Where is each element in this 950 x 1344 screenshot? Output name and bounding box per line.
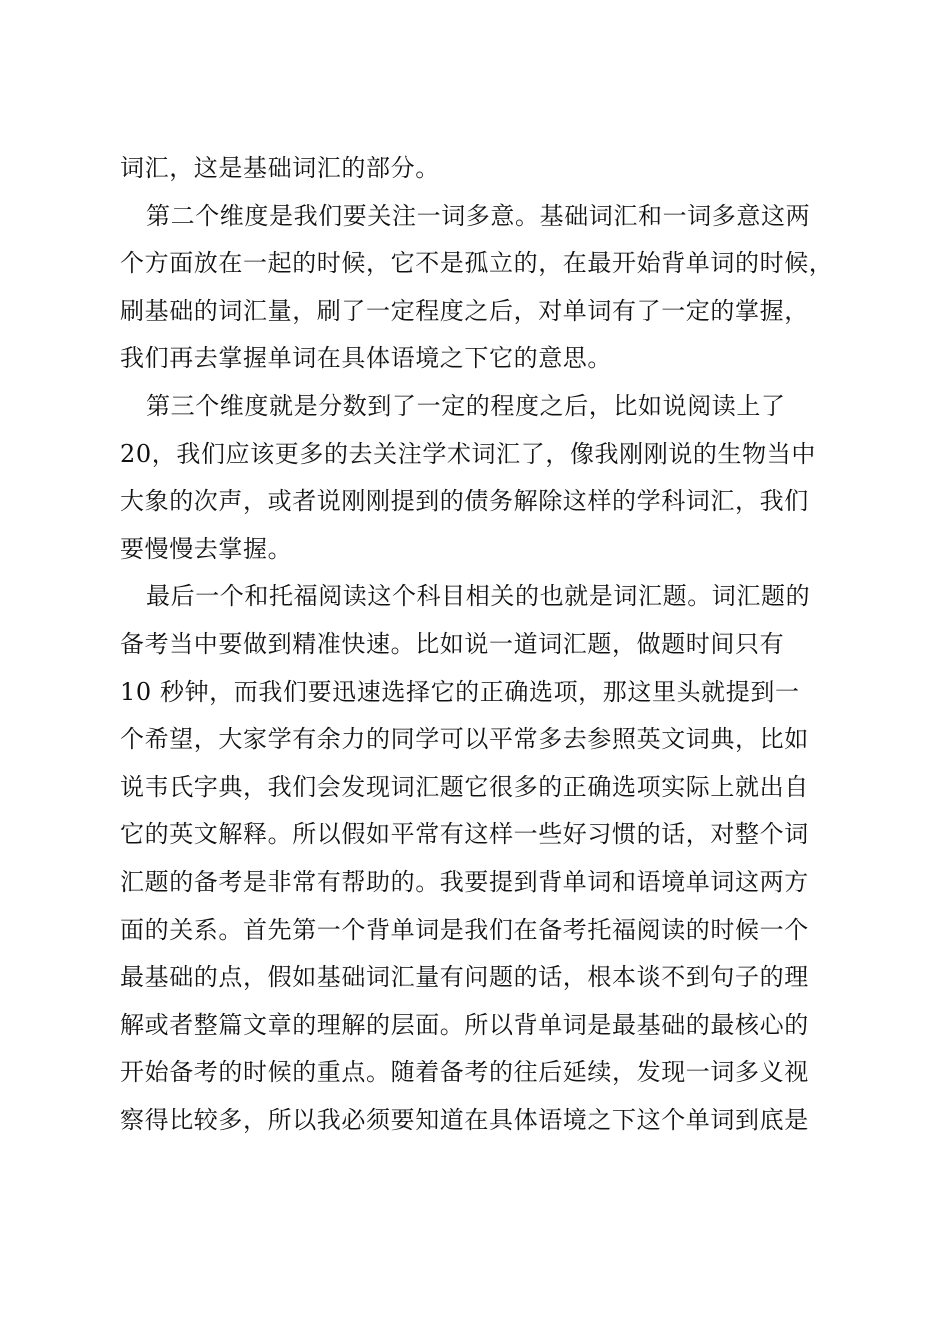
text-line: 第二个维度是我们要关注一词多意。基础词汇和一词多意这两 <box>146 201 811 230</box>
text-line: 它的英文解释。所以假如平常有这样一些好习惯的话，对整个词 <box>120 820 809 849</box>
text-line: 刷基础的词汇量，刷了一定程度之后，对单词有了一定的掌握， <box>120 296 809 325</box>
text-line: 开始备考的时候的重点。随着备考的往后延续，发现一词多义视 <box>120 1058 809 1087</box>
text-line: 个方面放在一起的时候，它不是孤立的，在最开始背单词的时候， <box>120 249 834 278</box>
text-line: 面的关系。首先第一个背单词是我们在备考托福阅读的时候一个 <box>120 915 809 944</box>
text-line: 个希望，大家学有余力的同学可以平常多去参照英文词典，比如 <box>120 725 809 754</box>
text-line: 20，我们应该更多的去关注学术词汇了，像我刚刚说的生物当中 <box>120 439 816 468</box>
text-line: 汇题的备考是非常有帮助的。我要提到背单词和语境单词这两方 <box>120 867 809 896</box>
text-line: 最基础的点，假如基础词汇量有问题的话，根本谈不到句子的理 <box>120 963 809 992</box>
text-line: 察得比较多，所以我必须要知道在具体语境之下这个单词到底是 <box>120 1105 809 1134</box>
text-line: 要慢慢去掌握。 <box>120 534 293 563</box>
text-line: 词汇，这是基础词汇的部分。 <box>120 154 440 182</box>
text-line: 10 秒钟，而我们要迅速选择它的正确选项，那这里头就提到一 <box>120 677 800 706</box>
body-text <box>120 145 840 1144</box>
text-line: 大象的次声，或者说刚刚提到的债务解除这样的学科词汇，我们 <box>120 487 809 516</box>
text-line: 最后一个和托福阅读这个科目相关的也就是词汇题。词汇题的 <box>146 582 811 611</box>
text-line: 解或者整篇文章的理解的层面。所以背单词是最基础的最核心的 <box>120 1010 809 1039</box>
text-line: 第三个维度就是分数到了一定的程度之后，比如说阅读上了 <box>146 391 786 420</box>
text-line: 备考当中要做到精准快速。比如说一道词汇题，做题时间只有 <box>120 629 785 658</box>
text-line: 说韦氏字典，我们会发现词汇题它很多的正确选项实际上就出自 <box>120 772 809 801</box>
text-line: 我们再去掌握单词在具体语境之下它的意思。 <box>120 344 612 373</box>
